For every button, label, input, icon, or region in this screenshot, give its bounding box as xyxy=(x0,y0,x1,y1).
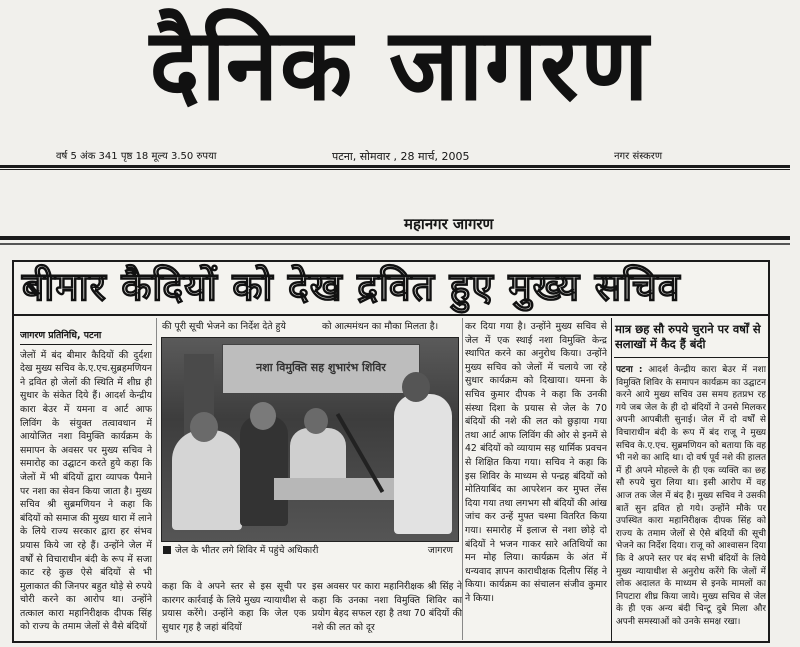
column-divider xyxy=(156,318,157,640)
sidebar-rule xyxy=(614,357,768,358)
article-column-2-bottom-b: इस अवसर पर कारा महानिरीक्षक श्री सिंह ने कहा कि उनका नशा विमुक्ति शिविर का प्रयोग बेहद सफल रहा है तथा 70 बंदियों की नशे की लत को दूर xyxy=(312,581,462,633)
article-byline: जागरण प्रतिनिधि, पटना xyxy=(20,330,102,341)
sidebar-byline: पटना : xyxy=(616,365,643,375)
masthead-rule-thin xyxy=(0,169,790,170)
sidebar-body xyxy=(616,364,766,640)
masthead-rule xyxy=(0,165,790,168)
section-rule xyxy=(0,236,790,240)
masthead xyxy=(0,0,800,150)
photo-figure xyxy=(402,372,430,402)
photo-figure xyxy=(172,430,242,530)
article-column-1 xyxy=(20,329,152,641)
caption-bullet xyxy=(163,546,171,554)
photo-credit: जागरण xyxy=(427,545,453,556)
photo-caption: जेल के भीतर लगे शिविर में पहुंचे अधिकारी xyxy=(175,545,319,556)
article-headline: बीमार कैदियों को देख द्रवित हुए मुख्य सचिव xyxy=(22,265,681,310)
photo-figure xyxy=(240,416,288,526)
column-divider xyxy=(462,318,463,640)
article-column-1-text: जेलों में बंद बीमार कैदियों की दुर्दशा देख मुख्य सचिव के.ए.एच.सुब्रहमणियन ने द्रवित हो जेलों की स्थिति में शीघ्र ही सुधार के संकेत दिये हैं। आदर्श केन्द्रीय कारा बेउर में यमना व आर्ट आफ लिविंग के संयुक्त तत्वावधान में आयोजित नशा विमुक्ति कार्यक्रम के समापन के अवसर पर मुख्य सचिव ने समारोह का उद्घाटन करते हुये कहा कि जेलों में भी बंदियों द्वारा व्यापक पैमाने पर नशा का सेवन किया जाता है। मुख्य सचिव श्री सुब्रमणियन ने कहा कि बंदियों को समाज की मुख्य धारा में लाने के लिये राज्य सरकार द्वारा हर संभव प्रयास किये जा रहे हैं। उन्होंने जेल में वर्षों से विचाराधीन बंदी के रूप में सजा काट रहे कुछ ऐसे बंदियों से भी मुलाकात की जिनपर बहुत थोड़े से रुपये चोरी करने का आरोप था। उन्होंने तत्काल कारा महानिरीक्षक दीपक सिंह को राज्य के तमाम जेलों से वैसे बंदियों xyxy=(20,349,152,633)
sidebar-text: आदर्श केन्द्रीय कारा बेउर में नशा विमुक्ति शिविर के समापन कार्यक्रम का उद्घाटन करने आये मुख्य सचिव उस समय हतप्रभ रह गये जब जेल के ही दो बंदियों ने उनसे मिलकर अपनी आपबीती सुनाई। जेल में दो वर्षों से विचाराधीन बंदी के रूप में बंद राजू ने मुख्य सचिव के.ए.एच. सुब्रमणियन को बताया कि वह भी नशे का आदि था। दो वर्ष पूर्व नशे की हालत में ही अपने मोहल्ले के ही एक व्यक्ति का छह सौ रुपये चुरा लिया था। इसी आरोप में वह आज तक जेल में बंद है। मुख्य सचिव ने उसकी बातें सुन द्रवित हो गये। उन्होंने मौके पर उपस्थित कारा महानिरीक्षक दीपक सिंह को राज्य के तमाम जेलों से ऐसे बंदियों की सूची भेजने का निर्देश दिया। राजू को आश्वासन दिया कि वे अपने स्तर पर बंद सभी बंदियों के लिये मुख्य न्यायाधीश से अनुरोध करेंगे कि जेलों में लोक अदालत के माध्यम से इनके मामलों का निपटारा शीघ्र किया जाये। मुख्य सचिव से जेल के ही एक अन्य बंदी चिन्टू दुबे मिला और अपनी समस्याओं को उनके समक्ष रखा। xyxy=(616,365,766,627)
newspaper-title: दैनिक जागरण xyxy=(149,7,651,124)
photo-banner-text: नशा विमुक्ति सह शुभारंभ शिविर xyxy=(256,361,386,374)
dateline: पटना, सोमवार , 28 मार्च, 2005 xyxy=(332,150,470,163)
photo-figure xyxy=(304,408,328,434)
photo-banner xyxy=(222,344,420,394)
article-column-2-top-b: को आत्ममंथन का मौका मिलता है। xyxy=(322,321,439,332)
article-photo xyxy=(161,337,459,542)
article-column-2-top-a: की पूरी सूची भेजने का निर्देश देते हुये xyxy=(162,321,286,332)
article-column-3: कर दिया गया है। उन्होंने मुख्य सचिव से जेल में एक स्थाई नशा विमुक्ति केन्द्र स्थापित करने का अनुरोध किया। उन्होंने मुख्य सचिव को जेलों में चलाये जा रहे सुधार कार्यक्रम को दिखाया। यमना के सचिव कुमार दीपक ने कहा कि उनकी संस्था दिशा के प्रयास से जेल के 70 बंदियों की नशे की लत को छुड़ाया गया तथा आर्ट आफ लिविंग की ओर से इनमें से 42 बंदियों को व्यायाम सह धार्मिक प्रवचन से शिक्षित किया गया। सचिव ने कहा कि इस शिविर के माध्यम से पन्द्रह बंदियों को मोतियाबिंद का आपरेशन कर मुफ्त लेंस दिया गया तथा लगभग सौ बंदियों की आंख जांच कर उन्हें मुफ्त चश्मा वितरित किया गया। समारोह में इलाज से नशा छोड़े दो बंदियों ने भजन गाकर सारे अतिथियों का मन मोह लिया। कार्यक्रम के अंत में धन्यवाद ज्ञापन काराधीक्षक दिलीप सिंह ने किया। कार्यक्रम का संचालन संजीव कुमार ने किया। xyxy=(465,321,607,604)
sidebar-headline: मात्र छह सौ रुपये चुराने पर वर्षों से सलाखों में कैद हैं बंदी xyxy=(615,322,761,351)
section-title: महानगर जागरण xyxy=(404,215,494,233)
headline-rule xyxy=(14,314,768,316)
issue-info: वर्ष 5 अंक 341 पृष्ठ 18 मूल्य 3.50 रुपया xyxy=(56,151,217,162)
edition-label: नगर संस्करण xyxy=(614,151,663,162)
article-column-2-bottom-a: कहा कि वे अपने स्तर से इस सूची पर कारगर कार्रवाई के लिये मुख्य न्यायाधीश से प्रयास करेंगे। उन्होंने कहा कि जेल एक सुधार गृह है जहां बंदियों xyxy=(162,581,306,633)
photo-figure xyxy=(190,412,218,442)
photo-figure xyxy=(394,394,452,534)
section-rule-thin xyxy=(0,243,790,245)
photo-caption-bar xyxy=(161,543,459,559)
photo-figure xyxy=(250,402,276,430)
